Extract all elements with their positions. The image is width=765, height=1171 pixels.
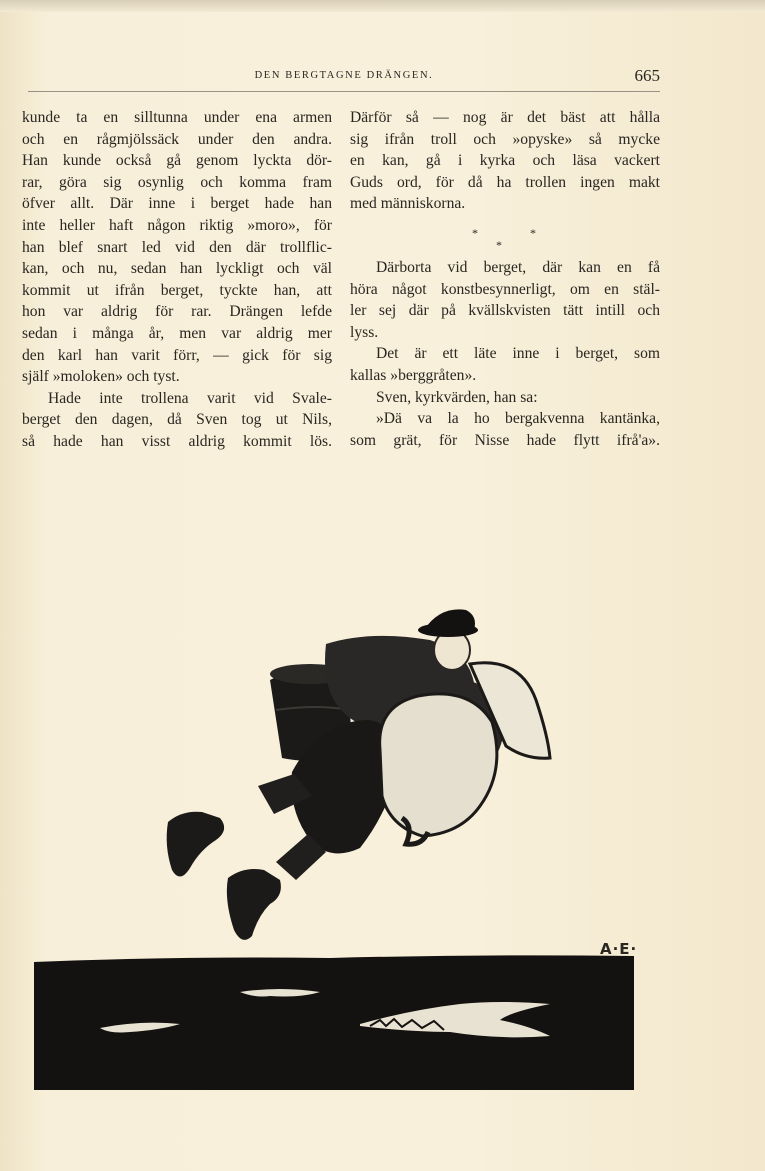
text-line: öfver allt. Där inne i berget hade han — [22, 195, 332, 213]
text-line: med människorna. — [350, 195, 466, 213]
page-top-edge — [0, 0, 765, 12]
text-line: Det är ett läte inne i berget, som — [376, 345, 660, 363]
text-line: Hade inte trollena varit vid Svale- — [48, 389, 332, 407]
text-line: Guds ord, för då ha trollen ingen makt — [350, 173, 660, 191]
text-line: han blef snart led vid den där trollflic- — [22, 238, 332, 256]
text-line: själf »moloken» och tyst. — [22, 368, 180, 386]
illustration-signature: A·E· — [600, 940, 638, 958]
separator-star: * — [472, 225, 478, 240]
text-line: Han kunde också gå genom lyckta dör- — [22, 152, 332, 170]
text-line: Därför så — nog är det bäst att hålla — [350, 109, 660, 126]
text-line: en kan, gå i kyrka och läsa vackert — [350, 152, 660, 170]
text-line: »Dä va la ho bergakvenna kantänka, — [376, 410, 660, 428]
text-line: rar, göra sig osynlig och komma fram — [22, 173, 332, 191]
page-number: 665 — [634, 66, 660, 85]
separator-star: * — [530, 225, 536, 240]
text-line: kunde ta en silltunna under ena armen — [22, 109, 332, 126]
text-line: Därborta vid berget, där kan en få — [376, 258, 660, 276]
text-line: Sven, kyrkvärden, han sa: — [376, 388, 538, 406]
right-column — [350, 107, 660, 451]
text-line: hon var aldrig för rar. Drängen lefde — [22, 303, 332, 321]
text-line: sedan i många år, men var aldrig mer — [22, 324, 332, 342]
text-line: kan, och nu, sedan han lyckligt och väl — [22, 260, 332, 278]
text-line: den karl han varit förr, — gick för sig — [22, 346, 332, 364]
text-line: sig ifrån troll och »opyske» så mycke — [350, 130, 660, 148]
text-line: som grät, för Nisse hade flytt ifrå'a». — [350, 431, 660, 449]
running-head: DEN BERGTAGNE DRÄNGEN. — [254, 70, 434, 81]
text-line: höra något konstbesynnerligt, om en stäl- — [350, 280, 660, 298]
text-line: lyss. — [350, 323, 379, 341]
text-line: berget den dagen, då Sven tog ut Nils, — [22, 411, 332, 429]
left-column — [22, 107, 332, 453]
section-separator — [350, 215, 660, 257]
header-rule — [28, 91, 660, 92]
text-line: och en rågmjölssäck under den andra. — [22, 130, 332, 148]
dark-landscape — [34, 955, 634, 1090]
page-header — [28, 66, 660, 86]
text-line: kommit ut ifrån berget, tyckte han, att — [22, 281, 332, 299]
text-line: ler sej där på kvällskvisten tätt intill och — [350, 302, 660, 320]
text-line: inte heller haft någon riktig »moro», för — [22, 216, 332, 234]
text-line: så hade han visst aldrig kommit lös. — [22, 432, 332, 450]
separator-star: * — [496, 237, 502, 252]
text-line: kallas »berggråten». — [350, 366, 477, 384]
illustration-flying-man — [30, 600, 650, 1095]
